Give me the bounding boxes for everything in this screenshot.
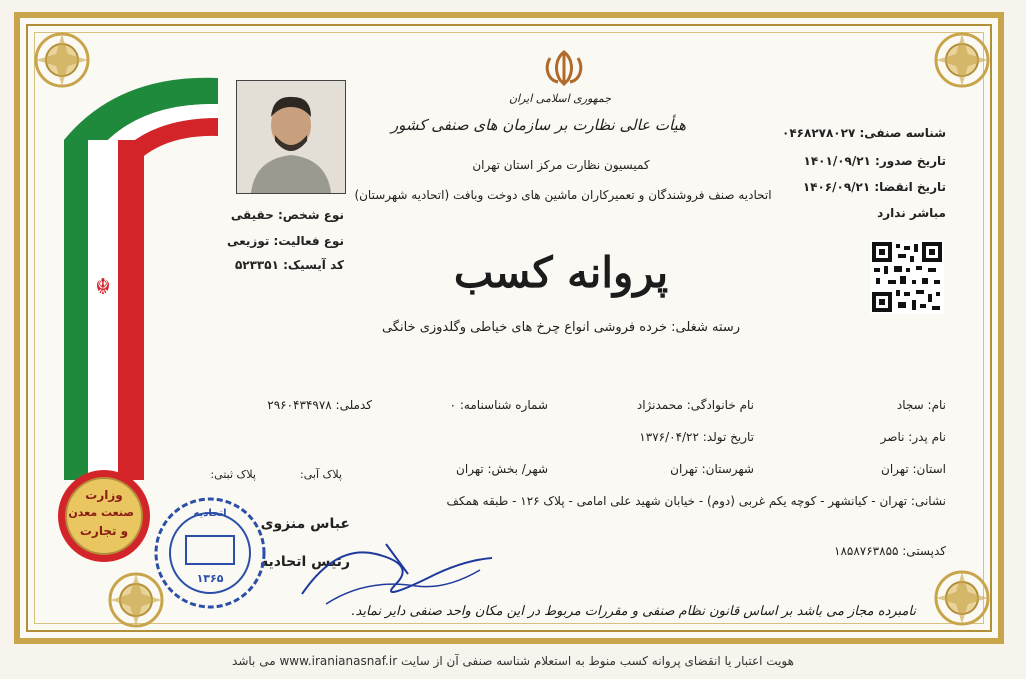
holder-photo [236,80,346,194]
field-id-number: شماره شناسنامه: ۰ [449,398,548,412]
manager-status: مباشر ندارد [877,206,946,220]
field-registration-plate: پلاک ثبتی: [210,468,256,481]
signatory-role: رئیس اتحادیه [259,554,350,570]
field-address: نشانی: تهران - کیانشهر - کوچه یکم غربی (دوم) - خیابان شهید علی امامی - پلاک ۱۲۶ - طبقه همکف [446,494,946,508]
activity-type: نوع فعالیت: توزیعی [227,234,344,248]
signature-scribble [296,524,496,614]
field-father: نام پدر: ناصر [880,430,946,444]
emblem-caption: جمهوری اسلامی ایران [508,92,612,105]
field-family: نام خانوادگی: محمدنژاد [636,398,754,412]
union-name: اتحادیه صنف فروشندگان و تعمیرکاران ماشین های دوخت وبافت (اتحادیه شهرستان) [354,188,772,202]
field-birth-date: تاریخ تولد: ۱۳۷۶/۰۴/۲۲ [639,430,754,444]
expiry-date: تاریخ انقضا: ۱۴۰۶/۰۹/۲۱ [802,180,946,194]
guild-id: شناسه صنفی: ۰۴۶۸۲۷۸۰۲۷ [782,126,946,140]
stamp-top-text: اتحادیه [193,508,227,519]
corner-ornament-top-right [922,20,1002,100]
seal-line3: و تجارت [79,524,129,538]
svg-text:☬: ☬ [95,275,111,300]
stamp-year: ۱۳۶۵ [196,572,224,585]
corner-ornament-bottom-right [922,558,1002,638]
field-county: شهرستان: تهران [670,462,754,476]
legal-notice: نامبرده مجاز می باشد بر اساس قانون نظام صنفی و مقررات مربوط در این مکان واحد صنفی دایر نماید. [351,604,916,619]
commission: کمیسیون نظارت مرکز استان تهران [472,158,650,172]
field-postal-code: کدپستی: ۱۸۵۸۷۶۳۸۵۵ [834,544,946,558]
isic-code: کد آیسیک: ۵۲۳۳۵۱ [234,258,344,272]
seal-line2: صنعت معدن [68,506,134,519]
qr-code-icon [870,240,944,314]
field-name: نام: سجاد [896,398,946,412]
field-blue-plate: پلاک آبی: [300,468,342,481]
field-city: شهر/ بخش: تهران [456,462,548,476]
issue-date: تاریخ صدور: ۱۴۰۱/۰۹/۲۱ [803,154,946,168]
signatory-name: عباس منزوی [260,516,350,532]
person-portrait-icon [237,81,345,193]
org-line: هیأت عالی نظارت بر سازمان های صنفی کشور [390,116,686,134]
business-category: رسته شغلی: خرده فروشی انواع چرخ های خیاطی وگلدوزی خانگی [381,320,741,335]
person-type: نوع شخص: حقیقی [230,208,344,222]
seal-line1: وزارت [85,488,123,502]
field-national-code: کدملی: ۲۹۶۰۴۳۴۹۷۸ [267,398,372,412]
field-province: استان: تهران [881,462,946,476]
iran-emblem-icon [542,48,586,86]
flag-ribbon [58,74,224,484]
page-title: پروانه کسب [453,248,669,297]
footer-disclaimer: هویت اعتبار یا انقضای پروانه کسب منوط به استعلام شناسه صنفی آن از سایت www.iranianasnaf.ir می باشد [232,654,794,668]
